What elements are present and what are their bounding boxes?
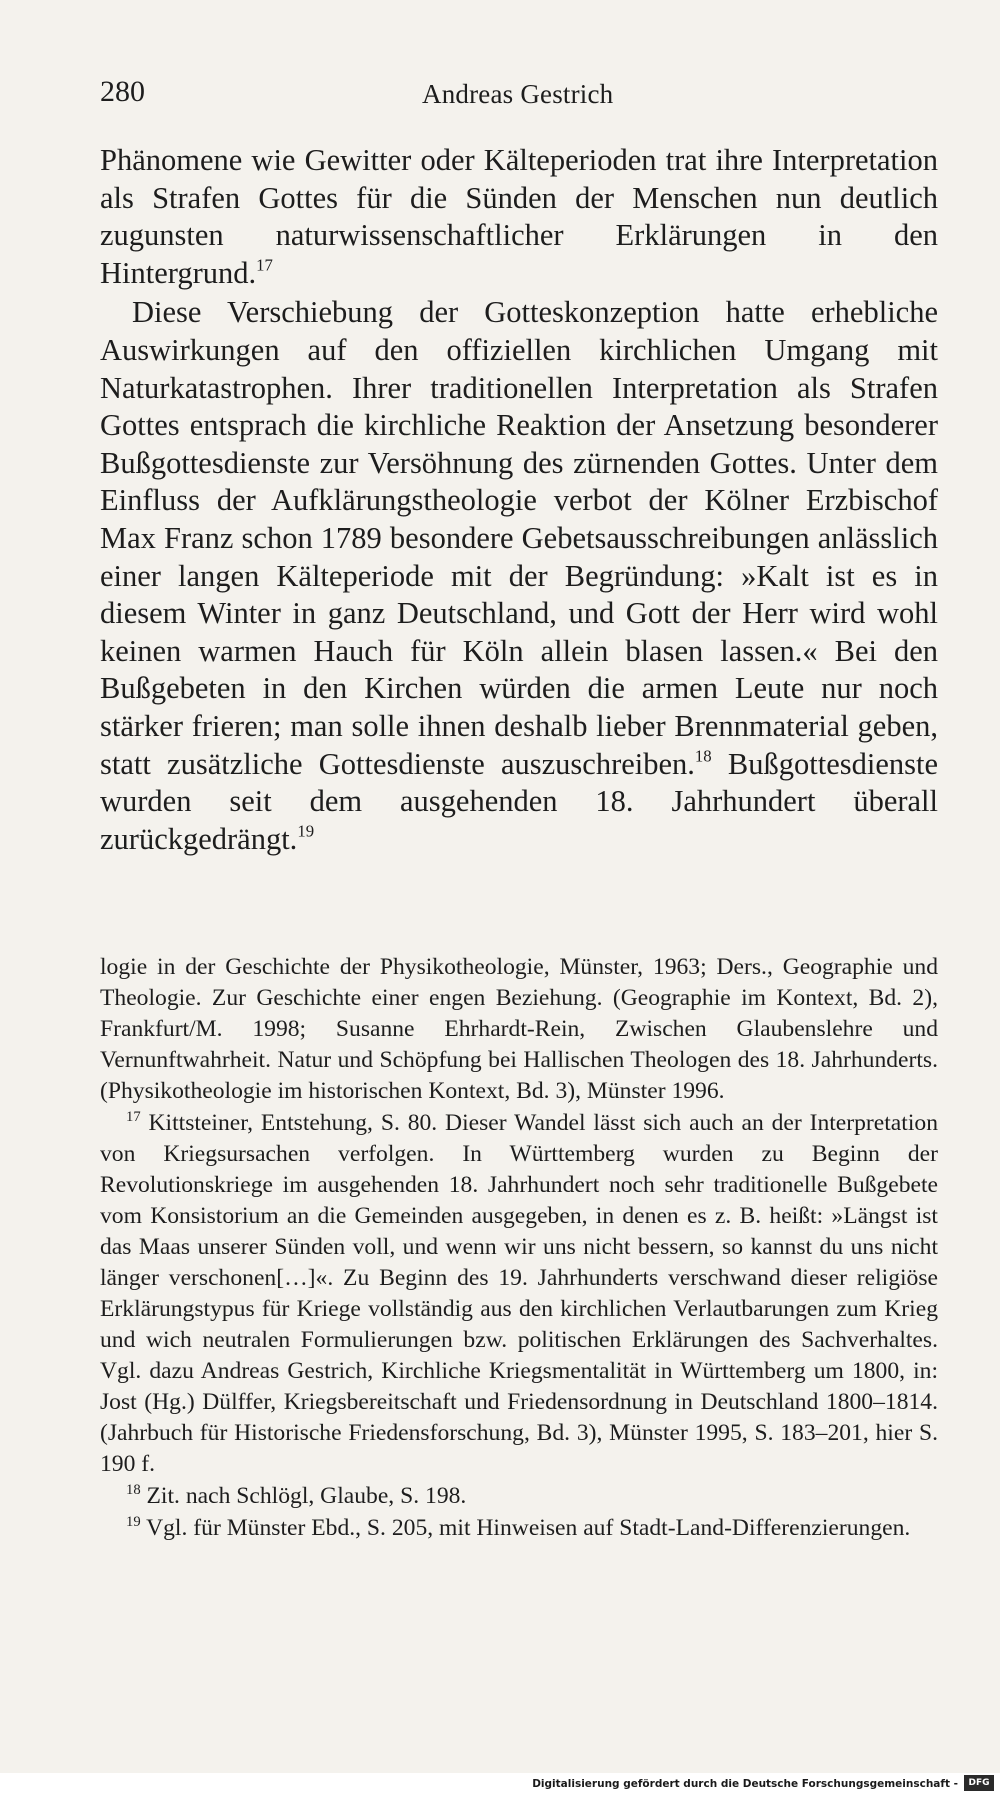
funding-credit: Digitalisierung gefördert durch die Deutsche Forschungsgemeinschaft -: [532, 1778, 958, 1790]
footnote-number: 18: [126, 1482, 141, 1499]
paragraph-2: [100, 294, 938, 858]
running-head: [100, 72, 940, 112]
footnote-text: Zit. nach Schlögl, Glaube, S. 198.: [140, 1483, 467, 1509]
footnotes: [100, 952, 938, 1544]
paragraph-1-text: Phänomene wie Gewitter oder Kälteperioden trat ihre Interpretation als Strafen Gottes für die Sünden der Menschen nun deutlich zugunsten naturwissenschaftlicher Erklärungen in den Hintergrund.: [100, 143, 938, 290]
footnote-number: 17: [126, 1109, 141, 1126]
paragraph-2-text-b: Bußgottesdienste wurden seit dem ausgehenden 18. Jahrhundert überall zurückgedrängt.: [100, 746, 938, 856]
page-number: 280: [100, 75, 145, 108]
footnote-number: 19: [126, 1514, 141, 1531]
running-title: Andreas Gestrich: [422, 79, 614, 109]
digitization-footer: [0, 1773, 1000, 1795]
note-ref-18: 18: [694, 745, 712, 765]
footnote-continuation: logie in der Geschichte der Physikotheologie, Münster, 1963; Ders., Geographie und Theologie. Zur Geschichte einer engen Beziehung. (Geographie im Kontext, Bd. 2), Frankfurt/M. 1998; Susanne Ehrhardt-Rein, Zwischen Glaubenslehre und Vernunftwahrheit. Natur und Schöpfung bei Hallischen Theologen des 18. Jahrhunderts. (Physikotheologie im historischen Kontext, Bd. 3), Münster 1996.: [100, 954, 938, 1104]
note-ref-17: 17: [256, 255, 273, 275]
footnote-text: Vgl. für Münster Ebd., S. 205, mit Hinweisen auf Stadt-Land-Differenzierungen.: [140, 1515, 911, 1541]
footnote-19: [100, 1513, 938, 1544]
paragraph-1: [100, 142, 938, 292]
note-ref-19: 19: [297, 821, 315, 841]
paragraph-2-text-a: Diese Verschiebung der Gotteskonzeption hatte erhebliche Auswirkungen auf den offiziellen kirchlichen Umgang mit Naturkatastrophen. Ihrer traditionellen Interpretation als Strafen Gottes entsprach die kirchliche Reaktion der Ansetzung besonderer Bußgottesdienste zur Versöhnung des zürnenden Gottes. Unter dem Einfluss der Aufklärungstheologie verbot der Kölner Erzbischof Max Franz schon 1789 besondere Gebetsausschreibungen anlässlich einer langen Kälteperiode mit der Begründung: »Kalt ist es in diesem Winter in ganz Deutschland, und Gott der Herr wird wohl keinen warmen Hauch für Köln allein blasen lassen.« Bei den Bußgebeten in den Kirchen würden die armen Leute nur noch stärker frieren; man solle ihnen deshalb lieber Brennmaterial geben, statt zusätzliche Gottesdienste auszuschreiben.: [100, 295, 938, 781]
footnote-17: [100, 1108, 938, 1480]
main-text: [100, 142, 938, 858]
footnote-text: Kittsteiner, Entstehung, S. 80. Dieser Wandel lässt sich auch an der Interpretation von Kriegsursachen verfolgen. In Württemberg wurden zu Beginn der Revolutionskriege im ausgehenden 18. Jahrhundert noch sehr traditionelle Bußgebete vom Konsistorium an die Gemeinden ausgegeben, in denen es z. B. heißt: »Längst ist das Maas unserer Sünden voll, und wenn wir uns nicht bessern, so kannst du uns nicht länger verschonen[…]«. Zu Beginn des 19. Jahrhunderts verschwand dieser religiöse Erklärungstypus für Kriege vollständig aus den kirchlichen Verlautbarungen zum Krieg und wich neutralen Formulierungen bzw. politischen Erklärungen des Sachverhaltes. Vgl. dazu Andreas Gestrich, Kirchliche Kriegsmentalität in Württemberg um 1800, in: Jost (Hg.) Dülffer, Kriegsbereitschaft und Friedensordnung in Deutschland 1800–1814. (Jahrbuch für Historische Friedensforschung, Bd. 3), Münster 1995, S. 183–201, hier S. 190 f.: [100, 1110, 938, 1477]
dfg-logo: DFG: [964, 1775, 994, 1791]
footnote-18: [100, 1481, 938, 1512]
